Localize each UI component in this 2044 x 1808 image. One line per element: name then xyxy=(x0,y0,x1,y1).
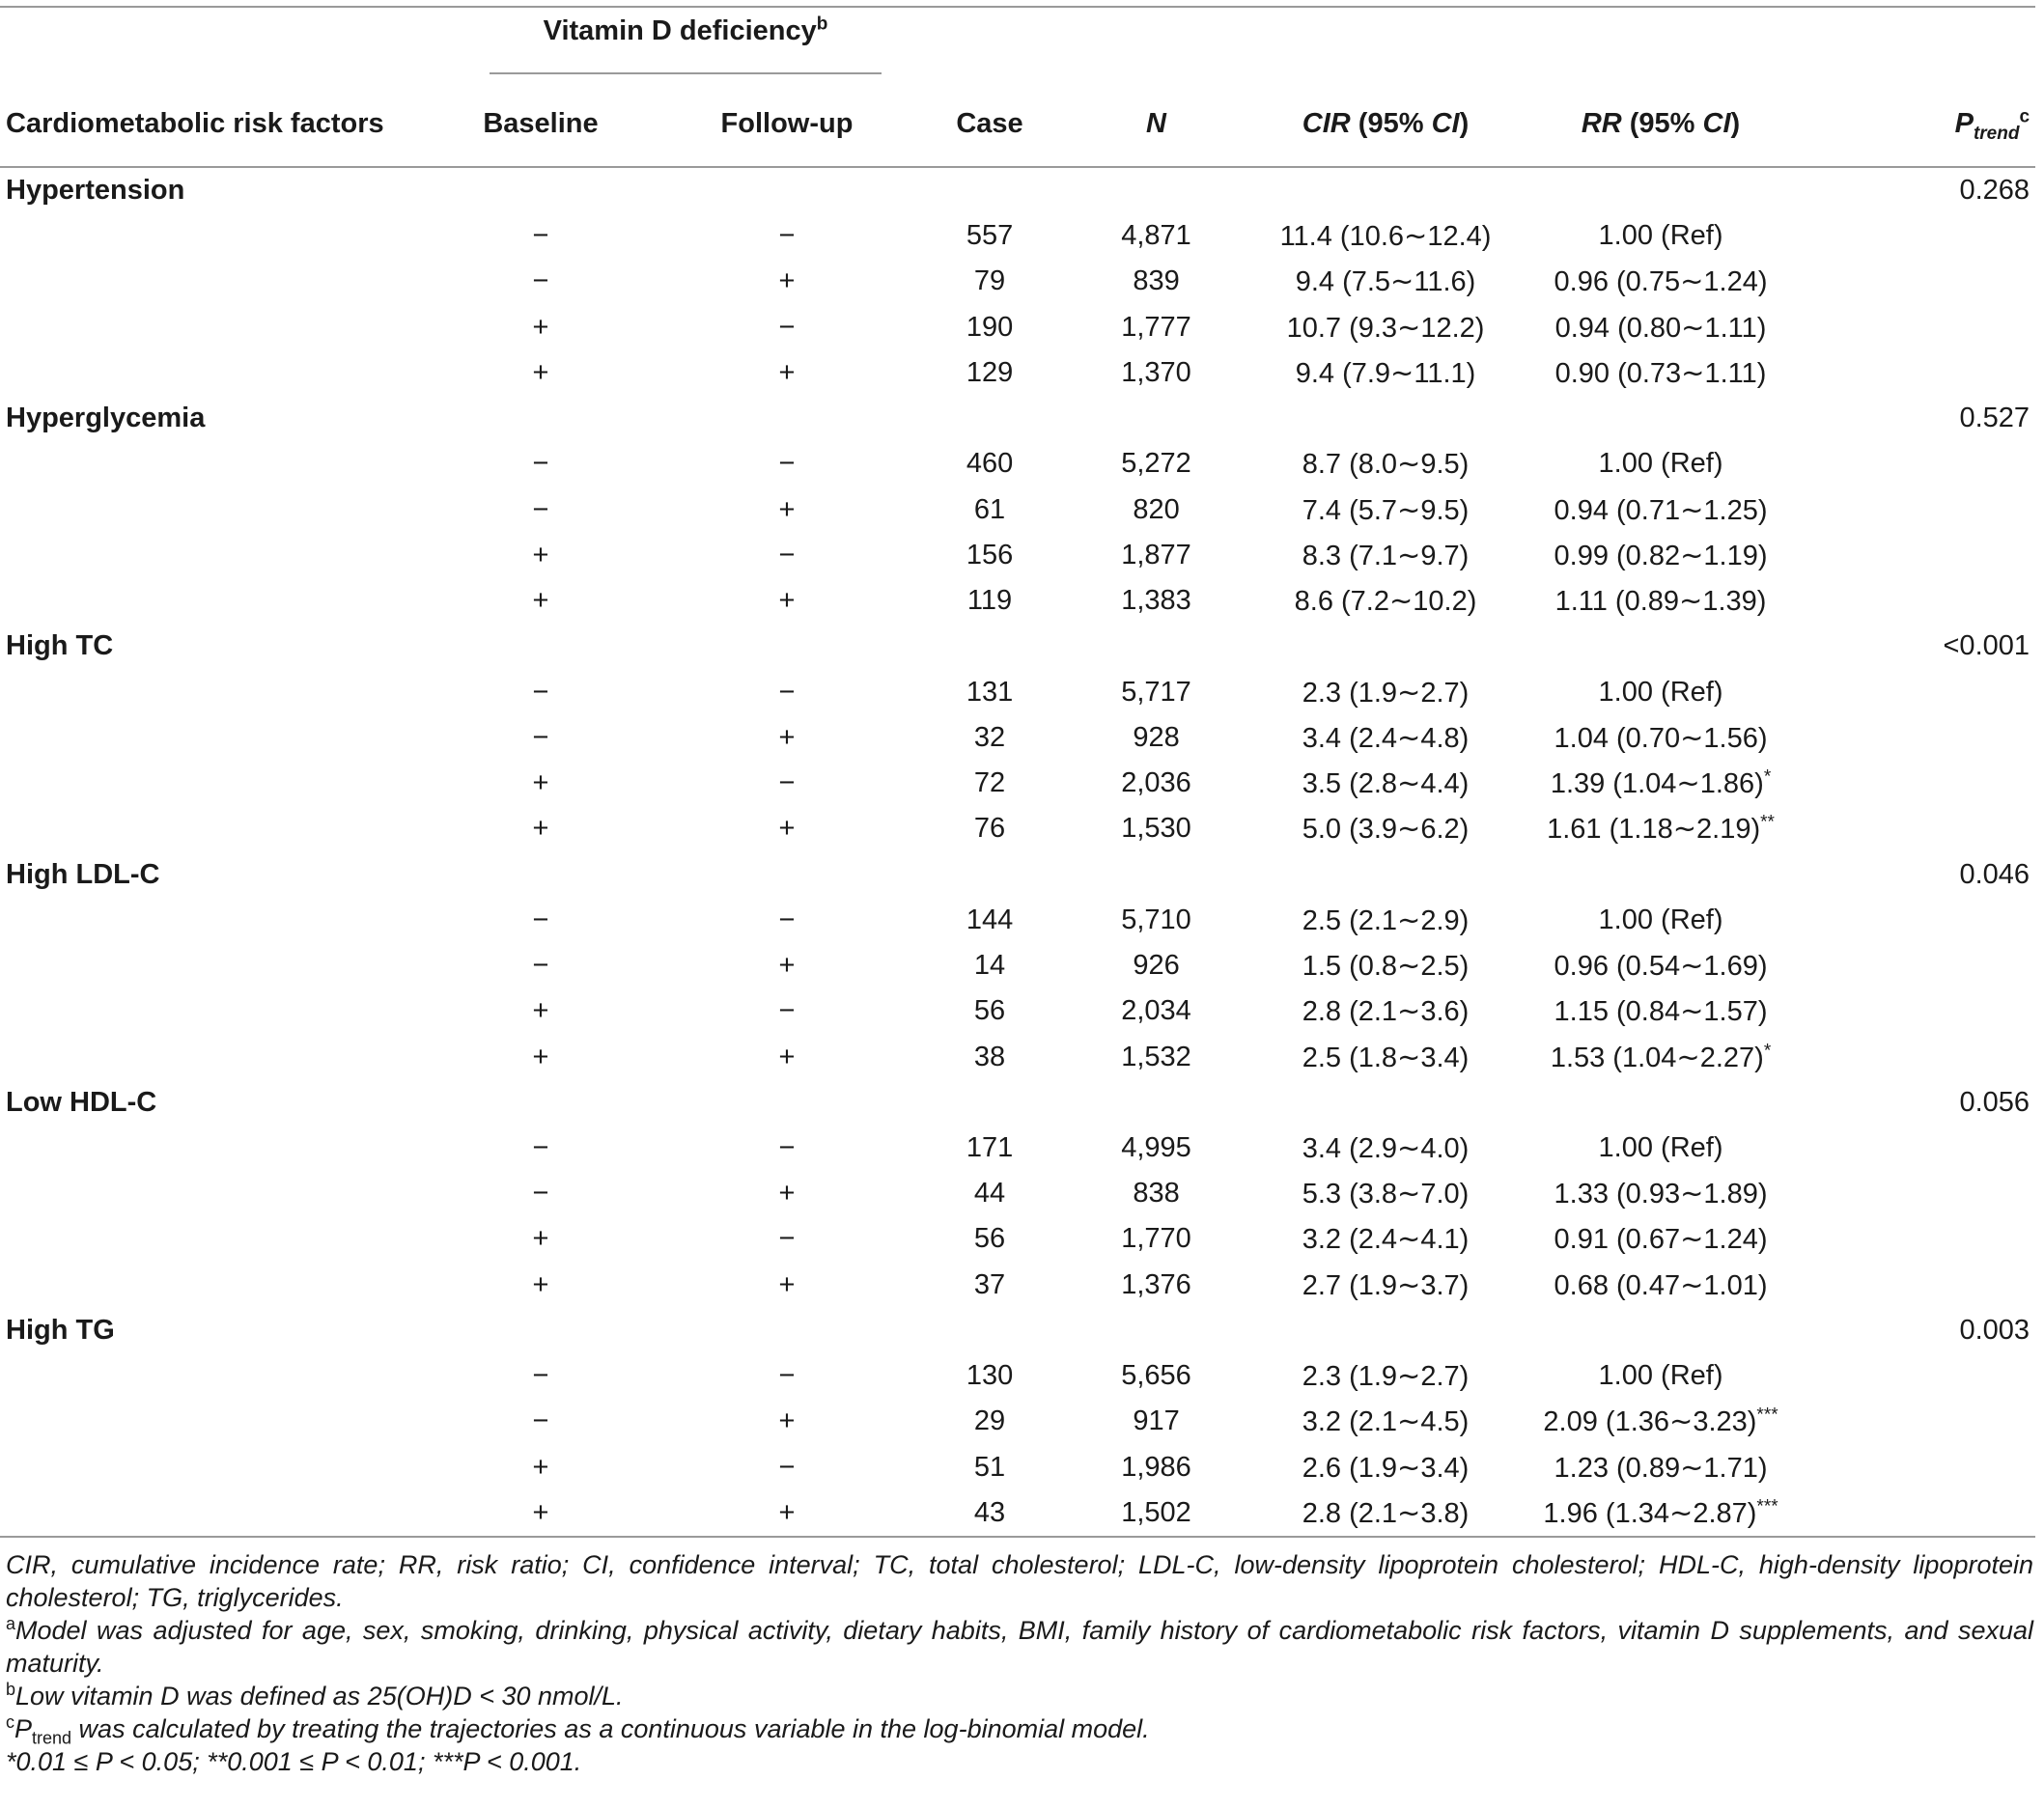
rr-value: 1.23 (0.89∼1.71) xyxy=(1554,1452,1768,1484)
rr-cell xyxy=(1506,715,1815,761)
col-cir: CIR (95% CI) xyxy=(1302,107,1470,139)
rr-cell xyxy=(1506,259,1815,304)
p-trend-value: 0.003 xyxy=(1959,1314,2030,1346)
table-row xyxy=(0,1445,2035,1490)
row-spacer xyxy=(1815,1171,2035,1216)
row-spacer xyxy=(1815,1399,2035,1444)
row-spacer xyxy=(0,1171,439,1216)
row-spacer xyxy=(1815,533,2035,578)
table-row xyxy=(0,806,2035,851)
table-row xyxy=(0,487,2035,532)
n-cell: 1,370 xyxy=(1121,357,1191,389)
significance-stars: * xyxy=(1763,1040,1772,1061)
rr-cell xyxy=(1506,213,1815,259)
followup-cell: + xyxy=(778,357,796,389)
rr-cell xyxy=(1506,1171,1815,1216)
p-trend-value: <0.001 xyxy=(1943,630,2030,662)
rr-cell xyxy=(1506,1126,1815,1171)
n-cell: 1,770 xyxy=(1121,1223,1191,1255)
case-cell: 460 xyxy=(966,448,1014,480)
n-cell: 1,376 xyxy=(1121,1268,1191,1300)
row-spacer xyxy=(1815,1445,2035,1490)
baseline-cell: − xyxy=(532,1360,549,1392)
table-row xyxy=(0,943,2035,988)
followup-cell: + xyxy=(778,1405,796,1437)
rr-value: 1.00 (Ref) xyxy=(1598,448,1723,480)
rr-value: 0.96 (0.75∼1.24) xyxy=(1554,266,1768,298)
col-case: Case xyxy=(956,107,1023,139)
cir-cell: 8.7 (8.0∼9.5) xyxy=(1302,449,1470,481)
row-spacer xyxy=(0,898,439,943)
row-spacer xyxy=(1815,487,2035,532)
row-spacer xyxy=(0,943,439,988)
followup-cell: + xyxy=(778,265,796,297)
row-spacer xyxy=(1815,898,2035,943)
rr-cell xyxy=(1506,669,1815,714)
row-spacer xyxy=(0,669,439,714)
row-spacer xyxy=(0,1126,439,1171)
followup-cell: + xyxy=(778,950,796,981)
row-spacer xyxy=(1815,1490,2035,1537)
n-cell: 1,777 xyxy=(1121,311,1191,343)
footnotes xyxy=(6,1548,2033,1778)
cir-cell: 3.5 (2.8∼4.4) xyxy=(1302,768,1470,800)
rr-cell xyxy=(1506,487,1815,532)
group-name: Hyperglycemia xyxy=(6,403,206,434)
followup-cell: − xyxy=(778,767,796,799)
baseline-cell: + xyxy=(532,585,549,617)
cir-cell: 2.6 (1.9∼3.4) xyxy=(1302,1452,1470,1484)
row-spacer xyxy=(0,1399,439,1444)
col-n: N xyxy=(1146,107,1166,139)
case-cell: 43 xyxy=(973,1496,1006,1528)
case-cell: 119 xyxy=(966,585,1013,617)
rr-cell xyxy=(1506,898,1815,943)
row-spacer xyxy=(0,213,439,259)
row-spacer xyxy=(0,806,439,851)
rr-cell xyxy=(1506,806,1815,851)
table-body xyxy=(0,167,2035,1537)
row-spacer xyxy=(1815,943,2035,988)
n-cell: 4,871 xyxy=(1121,220,1191,252)
baseline-cell: − xyxy=(532,721,549,753)
row-spacer xyxy=(1815,213,2035,259)
rr-value: 1.15 (0.84∼1.57) xyxy=(1554,996,1768,1028)
table-row xyxy=(0,441,2035,487)
followup-cell: + xyxy=(778,721,796,753)
case-cell: 72 xyxy=(973,767,1006,799)
baseline-cell: − xyxy=(532,448,549,480)
followup-cell: − xyxy=(778,220,796,252)
case-cell: 29 xyxy=(973,1405,1006,1437)
row-spacer xyxy=(0,761,439,806)
rr-cell xyxy=(1506,1034,1815,1079)
rr-value: 1.00 (Ref) xyxy=(1598,676,1723,708)
cir-cell: 2.3 (1.9∼2.7) xyxy=(1302,1361,1470,1393)
baseline-cell: + xyxy=(532,1268,549,1300)
row-spacer xyxy=(0,1490,439,1537)
row-spacer xyxy=(0,259,439,304)
row-spacer xyxy=(1815,1034,2035,1079)
case-cell: 56 xyxy=(973,995,1006,1027)
rr-cell xyxy=(1506,1490,1815,1537)
table-row xyxy=(0,350,2035,396)
row-spacer xyxy=(0,350,439,396)
cir-cell: 2.5 (2.1∼2.9) xyxy=(1302,904,1470,936)
cir-cell: 3.2 (2.4∼4.1) xyxy=(1302,1224,1470,1256)
baseline-cell: + xyxy=(532,767,549,799)
row-spacer xyxy=(1815,669,2035,714)
row-spacer xyxy=(1815,259,2035,304)
rr-value: 0.94 (0.71∼1.25) xyxy=(1554,494,1768,526)
baseline-cell: − xyxy=(532,1131,549,1163)
n-cell: 5,717 xyxy=(1121,676,1191,708)
case-cell: 56 xyxy=(973,1223,1006,1255)
col-rr: RR (95% CI) xyxy=(1581,107,1741,139)
group-name: High TC xyxy=(6,630,114,662)
cir-cell: 8.6 (7.2∼10.2) xyxy=(1294,586,1477,618)
rr-cell xyxy=(1506,1353,1815,1399)
followup-cell: − xyxy=(778,1451,796,1483)
table-row xyxy=(0,898,2035,943)
table-row xyxy=(0,578,2035,624)
col-factor: Cardiometabolic risk factors xyxy=(6,107,384,139)
group-row xyxy=(0,167,2035,213)
case-cell: 38 xyxy=(973,1041,1006,1072)
n-cell: 926 xyxy=(1133,950,1180,981)
results-table xyxy=(0,6,2035,1538)
row-spacer xyxy=(1815,305,2035,350)
row-spacer xyxy=(1815,441,2035,487)
followup-cell: − xyxy=(778,1223,796,1255)
cir-cell: 5.3 (3.8∼7.0) xyxy=(1302,1179,1470,1210)
row-spacer xyxy=(0,578,439,624)
row-spacer xyxy=(1815,1263,2035,1308)
n-cell: 838 xyxy=(1133,1178,1180,1210)
n-cell: 5,272 xyxy=(1121,448,1191,480)
p-trend-value: 0.268 xyxy=(1959,175,2030,206)
significance-stars: *** xyxy=(1756,1405,1778,1426)
table-header xyxy=(0,7,2035,167)
table-row xyxy=(0,305,2035,350)
row-spacer xyxy=(1815,1353,2035,1399)
case-cell: 129 xyxy=(966,357,1014,389)
n-cell: 928 xyxy=(1133,721,1180,753)
table-row xyxy=(0,259,2035,304)
rr-cell xyxy=(1506,943,1815,988)
case-cell: 190 xyxy=(966,311,1014,343)
col-followup: Follow-up xyxy=(720,107,854,139)
table-row xyxy=(0,533,2035,578)
followup-cell: − xyxy=(778,676,796,708)
n-cell: 5,710 xyxy=(1121,904,1191,935)
row-spacer xyxy=(0,715,439,761)
cir-cell: 8.3 (7.1∼9.7) xyxy=(1302,540,1470,571)
cir-cell: 9.4 (7.9∼11.1) xyxy=(1295,358,1476,390)
p-trend-value: 0.527 xyxy=(1959,403,2030,434)
cir-cell: 1.5 (0.8∼2.5) xyxy=(1302,951,1470,982)
row-spacer xyxy=(0,1034,439,1079)
rr-value: 2.09 (1.36∼3.23) xyxy=(1543,1406,1757,1438)
baseline-cell: + xyxy=(532,1041,549,1072)
followup-cell: + xyxy=(778,1041,796,1072)
row-spacer xyxy=(1815,715,2035,761)
baseline-cell: − xyxy=(532,904,549,935)
row-spacer xyxy=(1815,1216,2035,1262)
table-row xyxy=(0,1399,2035,1444)
rr-value: 1.04 (0.70∼1.56) xyxy=(1554,722,1768,754)
vitamin-d-label: Vitamin D deficiency xyxy=(543,14,817,46)
rr-value: 1.39 (1.04∼1.86) xyxy=(1550,768,1764,800)
case-cell: 131 xyxy=(966,676,1014,708)
cir-cell: 11.4 (10.6∼12.4) xyxy=(1279,221,1492,253)
table-row xyxy=(0,715,2035,761)
case-cell: 557 xyxy=(966,220,1014,252)
p-trend-value: 0.046 xyxy=(1959,858,2030,890)
case-cell: 44 xyxy=(973,1178,1006,1210)
row-spacer xyxy=(1815,578,2035,624)
case-cell: 144 xyxy=(966,904,1014,935)
footnote-a: $^a$Model was adjusted for age, sex, smoking, drinking, physical activity, dietary habits, BMI, family history of cardiometabolic risk factors, vitamin D supplements, and sexual maturity. xyxy=(6,1614,2033,1678)
baseline-cell: + xyxy=(532,1223,549,1255)
row-spacer xyxy=(1815,806,2035,851)
rr-value: 1.11 (0.89∼1.39) xyxy=(1554,586,1767,618)
rr-value: 0.96 (0.54∼1.69) xyxy=(1554,951,1768,982)
cir-cell: 2.8 (2.1∼3.6) xyxy=(1302,996,1470,1028)
baseline-cell: + xyxy=(532,813,549,845)
baseline-cell: − xyxy=(532,950,549,981)
n-cell: 2,034 xyxy=(1121,995,1191,1027)
footnote-significance: *0.01 ≤ P < 0.05; **0.001 ≤ P < 0.01; ***P < 0.001. xyxy=(6,1747,582,1776)
rr-value: 0.99 (0.82∼1.19) xyxy=(1554,540,1768,571)
n-cell: 1,877 xyxy=(1121,539,1191,570)
n-cell: 4,995 xyxy=(1121,1131,1191,1163)
footnote-abbrev: CIR, cumulative incidence rate; RR, risk ratio; CI, confidence interval; TC, total cholesterol; LDL-C, low-density lipoprotein cholesterol; HDL-C, high-density lipoprotein cholesterol; TG, triglycerides. xyxy=(6,1550,2033,1612)
followup-cell: − xyxy=(778,1131,796,1163)
row-spacer xyxy=(0,487,439,532)
significance-stars: * xyxy=(1763,766,1772,788)
group-row xyxy=(0,396,2035,441)
case-cell: 61 xyxy=(973,493,1006,525)
case-cell: 79 xyxy=(973,265,1006,297)
rr-cell xyxy=(1506,533,1815,578)
case-cell: 76 xyxy=(973,813,1006,845)
rr-value: 1.00 (Ref) xyxy=(1598,1360,1723,1392)
case-cell: 14 xyxy=(973,950,1006,981)
baseline-cell: + xyxy=(532,1451,549,1483)
row-spacer xyxy=(0,1353,439,1399)
rr-value: 1.96 (1.34∼2.87) xyxy=(1543,1497,1757,1529)
significance-stars: *** xyxy=(1756,1496,1778,1517)
n-cell: 820 xyxy=(1133,493,1180,525)
cir-cell: 2.8 (2.1∼3.8) xyxy=(1302,1497,1470,1529)
n-cell: 1,502 xyxy=(1121,1496,1191,1528)
rr-value: 0.68 (0.47∼1.01) xyxy=(1554,1269,1768,1301)
baseline-cell: + xyxy=(532,539,549,570)
rr-value: 1.00 (Ref) xyxy=(1598,904,1723,935)
baseline-cell: − xyxy=(532,493,549,525)
header-spacer xyxy=(0,7,439,81)
group-row xyxy=(0,1308,2035,1353)
followup-cell: − xyxy=(778,995,796,1027)
group-row xyxy=(0,1080,2035,1126)
row-spacer xyxy=(0,988,439,1034)
row-spacer xyxy=(0,533,439,578)
followup-cell: − xyxy=(778,904,796,935)
case-cell: 130 xyxy=(966,1360,1014,1392)
followup-cell: − xyxy=(778,311,796,343)
cir-cell: 10.7 (9.3∼12.2) xyxy=(1286,312,1485,344)
row-spacer xyxy=(0,1263,439,1308)
n-cell: 5,656 xyxy=(1121,1360,1191,1392)
group-row xyxy=(0,624,2035,669)
significance-stars: ** xyxy=(1760,812,1775,833)
table-row xyxy=(0,1216,2035,1262)
rr-value: 1.53 (1.04∼2.27) xyxy=(1550,1042,1764,1073)
baseline-cell: − xyxy=(532,220,549,252)
p-trend-value: 0.056 xyxy=(1959,1086,2030,1118)
group-name: Hypertension xyxy=(6,175,185,206)
rr-value: 1.33 (0.93∼1.89) xyxy=(1554,1179,1768,1210)
cir-cell: 7.4 (5.7∼9.5) xyxy=(1302,494,1470,526)
row-spacer xyxy=(1815,350,2035,396)
followup-cell: − xyxy=(778,539,796,570)
rr-value: 0.94 (0.80∼1.11) xyxy=(1554,312,1767,344)
vitamin-d-sup: b xyxy=(816,13,828,34)
rr-value: 0.91 (0.67∼1.24) xyxy=(1554,1224,1768,1256)
cir-cell: 5.0 (3.9∼6.2) xyxy=(1302,814,1470,846)
n-cell: 1,530 xyxy=(1121,813,1191,845)
table-row xyxy=(0,1126,2035,1171)
rr-cell xyxy=(1506,1216,1815,1262)
followup-cell: − xyxy=(778,1360,796,1392)
case-cell: 156 xyxy=(966,539,1014,570)
baseline-cell: + xyxy=(532,311,549,343)
followup-cell: + xyxy=(778,813,796,845)
group-name: High TG xyxy=(6,1314,115,1346)
rr-value: 0.90 (0.73∼1.11) xyxy=(1554,358,1767,390)
table-row xyxy=(0,213,2035,259)
group-name: High LDL-C xyxy=(6,858,160,890)
group-name: Low HDL-C xyxy=(6,1086,157,1118)
rr-cell xyxy=(1506,761,1815,806)
cir-cell: 2.7 (1.9∼3.7) xyxy=(1302,1269,1470,1301)
cir-cell: 9.4 (7.5∼11.6) xyxy=(1295,266,1476,298)
rr-value: 1.00 (Ref) xyxy=(1598,220,1723,252)
row-spacer xyxy=(0,305,439,350)
followup-cell: + xyxy=(778,493,796,525)
baseline-cell: + xyxy=(532,357,549,389)
n-cell: 1,383 xyxy=(1121,585,1191,617)
rr-cell xyxy=(1506,988,1815,1034)
case-cell: 51 xyxy=(973,1451,1006,1483)
row-spacer xyxy=(0,1216,439,1262)
footnote-b: $^b$Low vitamin D was defined as 25(OH)D < 30 nmol/L. xyxy=(6,1680,624,1711)
row-spacer xyxy=(1815,988,2035,1034)
followup-cell: + xyxy=(778,585,796,617)
table-row xyxy=(0,1034,2035,1079)
followup-cell: − xyxy=(778,448,796,480)
rr-cell xyxy=(1506,578,1815,624)
cir-cell: 2.5 (1.8∼3.4) xyxy=(1302,1042,1470,1073)
baseline-cell: − xyxy=(532,676,549,708)
row-spacer xyxy=(0,441,439,487)
table-row xyxy=(0,1490,2035,1537)
rr-value: 1.61 (1.18∼2.19) xyxy=(1547,814,1761,846)
table-row xyxy=(0,1171,2035,1216)
row-spacer xyxy=(1815,1126,2035,1171)
rr-cell xyxy=(1506,1263,1815,1308)
cir-cell: 3.2 (2.1∼4.5) xyxy=(1302,1406,1470,1438)
col-p-trend: $P_{trend}^c$ xyxy=(1954,105,2030,144)
followup-cell: + xyxy=(778,1178,796,1210)
cir-cell: 2.3 (1.9∼2.7) xyxy=(1302,677,1470,709)
rr-value: 1.00 (Ref) xyxy=(1598,1131,1723,1163)
col-baseline: Baseline xyxy=(483,107,599,139)
baseline-cell: − xyxy=(532,1178,549,1210)
baseline-cell: − xyxy=(532,265,549,297)
table-row xyxy=(0,1353,2035,1399)
rr-cell xyxy=(1506,441,1815,487)
table-row xyxy=(0,669,2035,714)
cir-cell: 3.4 (2.9∼4.0) xyxy=(1302,1132,1470,1164)
row-spacer xyxy=(1815,761,2035,806)
baseline-cell: + xyxy=(532,995,549,1027)
n-cell: 839 xyxy=(1133,265,1180,297)
followup-cell: + xyxy=(778,1268,796,1300)
followup-cell: + xyxy=(778,1496,796,1528)
n-cell: 2,036 xyxy=(1121,767,1191,799)
baseline-cell: + xyxy=(532,1496,549,1528)
case-cell: 37 xyxy=(973,1268,1006,1300)
n-cell: 1,986 xyxy=(1121,1451,1191,1483)
case-cell: 32 xyxy=(973,721,1006,753)
table-row xyxy=(0,761,2035,806)
n-cell: 917 xyxy=(1133,1405,1180,1437)
cir-cell: 3.4 (2.4∼4.8) xyxy=(1302,722,1470,754)
table-row xyxy=(0,1263,2035,1308)
rr-cell xyxy=(1506,1399,1815,1444)
rr-cell xyxy=(1506,350,1815,396)
vitamin-d-header xyxy=(439,7,932,81)
rr-cell xyxy=(1506,1445,1815,1490)
table-row xyxy=(0,988,2035,1034)
case-cell: 171 xyxy=(966,1131,1014,1163)
n-cell: 1,532 xyxy=(1121,1041,1191,1072)
row-spacer xyxy=(0,1445,439,1490)
rr-cell xyxy=(1506,305,1815,350)
footnote-c: $^cP_{trend}$ was calculated by treating the trajectories as a continuous variable in the log-binomial model. xyxy=(6,1712,1150,1748)
baseline-cell: − xyxy=(532,1405,549,1437)
group-row xyxy=(0,852,2035,898)
